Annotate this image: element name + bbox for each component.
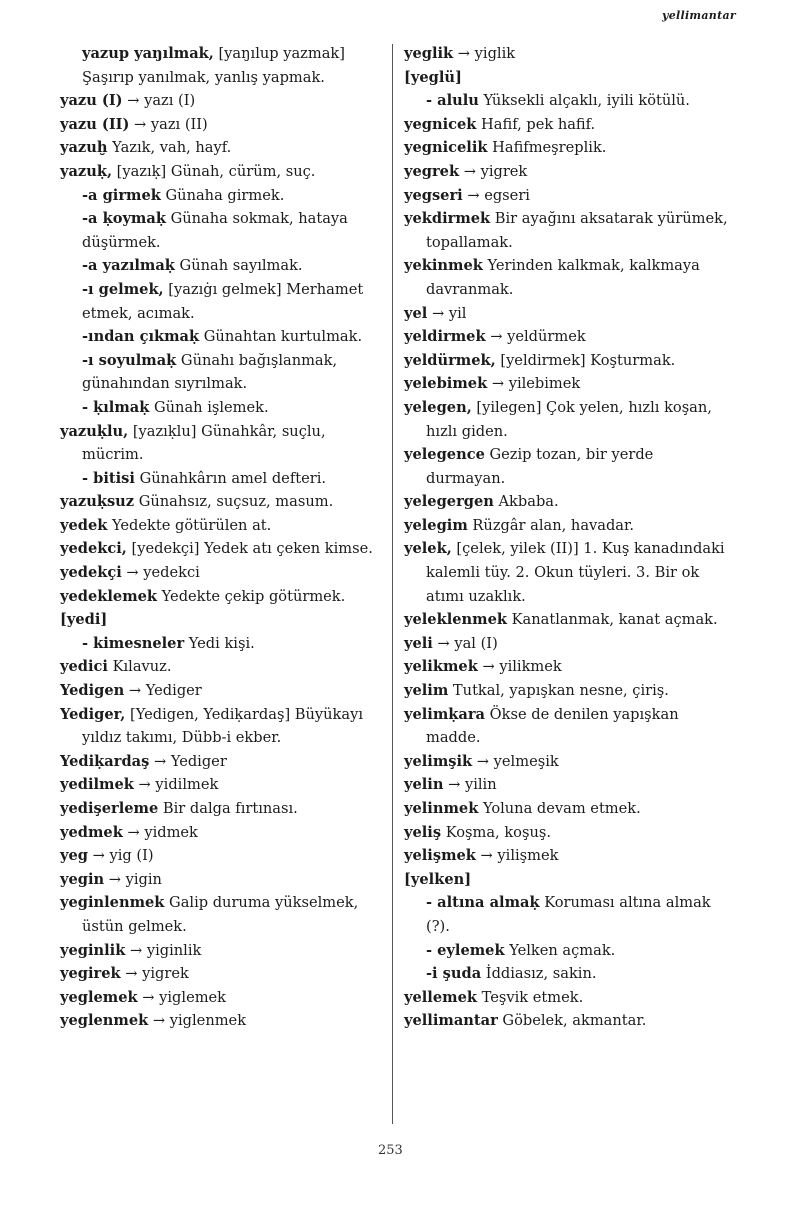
entry-definition: Tutkal, yapışkan nesne, çiriş.: [448, 682, 669, 700]
entry-definition: [yaŋılup yazmak] Şaşırıp yanılmak, yanlış yapmak.: [82, 45, 345, 86]
dictionary-entry: [60, 160, 382, 184]
entry-definition: → yidmek: [122, 823, 198, 841]
dictionary-entry: [404, 655, 728, 679]
dictionary-entry: [60, 679, 382, 703]
dictionary-entry: [60, 537, 382, 561]
dictionary-entry: [404, 490, 728, 514]
entry-headword: yedmek: [60, 823, 123, 841]
dictionary-entry: [404, 396, 728, 443]
dictionary-entry: [60, 325, 382, 349]
entry-definition: → yiglemek: [137, 988, 227, 1006]
entry-headword: [yedi]: [60, 611, 108, 629]
entry-headword: yelebimek: [404, 375, 488, 393]
entry-headword: yelişmek: [404, 847, 476, 865]
dictionary-entry: [60, 821, 382, 845]
entry-headword: yeleklenmek: [404, 611, 507, 629]
dictionary-entry: [60, 1009, 382, 1033]
entry-definition: Yoluna devam etmek.: [478, 800, 641, 817]
dictionary-entry: [60, 467, 382, 491]
dictionary-entry: [60, 608, 382, 632]
dictionary-entry: [404, 113, 728, 137]
dictionary-entry: [60, 278, 382, 325]
entry-headword: yedişerleme: [60, 800, 159, 817]
dictionary-entry: [60, 868, 382, 892]
dictionary-entry: [404, 797, 728, 821]
entry-definition: Yelken açmak.: [504, 941, 616, 959]
entry-headword: -ı soyulmaḳ: [82, 351, 177, 369]
dictionary-entry: [404, 939, 728, 963]
entry-headword: yazuḳ,: [60, 162, 113, 180]
entry-headword: yegin: [60, 870, 105, 888]
entry-headword: yazuḫ: [60, 139, 108, 157]
entry-definition: Bir ayağını aksatarak yürümek, topallamak.: [426, 210, 728, 251]
entry-headword: Yediḳardaş: [60, 752, 150, 770]
dictionary-entry: [60, 632, 382, 656]
entry-headword: yazuḳsuz: [60, 493, 135, 511]
running-head: yellimantar: [662, 9, 736, 22]
entry-definition: [yazıḳlu] Günahkâr, suçlu, mücrim.: [82, 422, 326, 464]
dictionary-entry: [404, 844, 728, 868]
dictionary-entry: [404, 1009, 728, 1033]
dictionary-entry: [60, 42, 382, 89]
entry-headword: -a girmek: [82, 186, 161, 204]
entry-headword: -a ḳoymaḳ: [82, 210, 166, 228]
entry-definition: Akbaba.: [493, 493, 559, 511]
entry-definition: → yal (I): [432, 634, 498, 652]
entry-definition: → yigrek: [459, 162, 528, 180]
dictionary-entry: [404, 160, 728, 184]
entry-definition: → yedekci: [121, 564, 200, 582]
dictionary-entry: [60, 703, 382, 750]
entry-headword: [yelken]: [404, 870, 472, 888]
entry-headword: -ı gelmek,: [82, 280, 164, 298]
entry-definition: Hafif, pek hafif.: [476, 115, 596, 133]
entry-definition: → yil: [427, 304, 467, 322]
entry-definition: Ökse de denilen yapışkan madde.: [426, 705, 679, 747]
entry-definition: Koruması altına almak (?).: [426, 894, 711, 935]
dictionary-entry: [404, 679, 728, 703]
dictionary-entry: [60, 986, 382, 1010]
entry-definition: [yazıḳ] Günah, cürüm, suç.: [112, 162, 316, 180]
dictionary-entry: [404, 986, 728, 1010]
entry-headword: - bitisi: [82, 469, 135, 487]
entry-definition: → yiginlik: [125, 941, 202, 959]
entry-definition: Günah işlemek.: [149, 398, 269, 416]
dictionary-entry: [404, 325, 728, 349]
entry-headword: yegseri: [404, 186, 463, 204]
entry-definition: → yilebimek: [487, 375, 581, 393]
entry-headword: yedekçi: [60, 564, 122, 582]
dictionary-entry: [60, 962, 382, 986]
entry-definition: Günahtan kurtulmak.: [199, 328, 363, 346]
entry-headword: yekdirmek: [404, 210, 491, 228]
entry-headword: yelikmek: [404, 658, 478, 676]
entry-headword: yelegim: [404, 516, 468, 534]
entry-definition: → yilin: [443, 776, 497, 794]
dictionary-entry: [404, 962, 728, 986]
entry-headword: yelek,: [404, 540, 452, 558]
entry-definition: → yigin: [104, 870, 162, 888]
dictionary-entry: [404, 372, 728, 396]
dictionary-entry: [404, 349, 728, 373]
entry-definition: → yiglik: [453, 45, 516, 62]
right-column: [404, 42, 728, 1033]
dictionary-entry: [404, 821, 728, 845]
entry-definition: → yilikmek: [477, 658, 562, 676]
dictionary-entry: [404, 868, 728, 892]
dictionary-entry: [404, 136, 728, 160]
dictionary-entry: [60, 254, 382, 278]
entry-headword: yeg: [60, 847, 88, 865]
entry-definition: → yazı (I): [122, 92, 196, 110]
dictionary-entry: [60, 113, 382, 137]
dictionary-entry: [404, 443, 728, 490]
entry-headword: yeli: [404, 634, 433, 652]
entry-definition: → yiglenmek: [148, 1012, 247, 1030]
dictionary-entry: [404, 254, 728, 301]
entry-headword: -ından çıkmaḳ: [82, 328, 200, 346]
dictionary-entry: [60, 490, 382, 514]
entry-headword: - altına almaḳ: [426, 894, 540, 912]
dictionary-entry: [60, 184, 382, 208]
dictionary-entry: [404, 302, 728, 326]
entry-headword: yelinmek: [404, 800, 479, 817]
entry-definition: [yedekçi] Yedek atı çeken kimse.: [126, 540, 373, 558]
entry-definition: Günahsız, suçsuz, masum.: [134, 493, 334, 511]
dictionary-entry: [60, 585, 382, 609]
entry-headword: yazu (I): [60, 92, 123, 110]
entry-definition: Kılavuz.: [107, 658, 172, 676]
entry-headword: yelimḳara: [404, 705, 486, 723]
entry-headword: yelin: [404, 776, 444, 794]
dictionary-entry: [60, 89, 382, 113]
entry-definition: [çelek, yilek (II)] 1. Kuş kanadındaki kalemli tüy. 2. Okun tüyleri. 3. Bir ok atımı uzaklık.: [426, 540, 725, 605]
entry-definition: Gezip tozan, bir yerde durmayan.: [426, 446, 654, 487]
entry-headword: yazup yaŋılmak,: [82, 45, 214, 62]
entry-definition: İddiasız, sakin.: [481, 965, 597, 983]
page-number: 253: [378, 1143, 403, 1158]
entry-headword: - ḳılmaḳ: [82, 398, 150, 416]
entry-headword: yeldürmek,: [404, 351, 496, 369]
entry-definition: [yazıġı gelmek] Merhamet etmek, acımak.: [82, 280, 364, 322]
entry-headword: yegrek: [404, 162, 460, 180]
entry-definition: Yüksekli alçaklı, iyili kötülü.: [478, 92, 690, 110]
dictionary-entry: [60, 891, 382, 938]
entry-definition: [yeldirmek] Koşturmak.: [495, 351, 676, 369]
dictionary-entry: [60, 797, 382, 821]
entry-definition: → yeldürmek: [485, 328, 586, 346]
entry-definition: → Yediger: [124, 682, 202, 700]
column-divider: [392, 44, 393, 1124]
dictionary-entry: [60, 396, 382, 420]
entry-definition: Günaha girmek.: [160, 186, 285, 204]
entry-headword: yelegen,: [404, 398, 472, 416]
entry-definition: [Yedigen, Yediḳardaş] Büyükayı yıldız takımı, Dübb-i ekber.: [82, 705, 364, 747]
entry-definition: Günah sayılmak.: [174, 257, 303, 275]
entry-headword: yekinmek: [404, 257, 483, 275]
dictionary-entry: [404, 89, 728, 113]
dictionary-entry: [404, 184, 728, 208]
entry-definition: Yedekte götürülen at.: [107, 516, 272, 534]
entry-headword: yedekci,: [60, 540, 127, 558]
dictionary-entry: [60, 136, 382, 160]
dictionary-entry: [60, 750, 382, 774]
entry-definition: → yazı (II): [129, 115, 208, 133]
entry-definition: Yedekte çekip götürmek.: [157, 587, 346, 605]
entry-headword: yeglik: [404, 45, 454, 62]
entry-definition: Galip duruma yükselmek, üstün gelmek.: [82, 894, 359, 935]
dictionary-entry: [60, 655, 382, 679]
entry-headword: - kimesneler: [82, 634, 185, 652]
entry-definition: Teşvik etmek.: [476, 988, 584, 1006]
entry-definition: Günahkârın amel defteri.: [134, 469, 327, 487]
entry-definition: Bir dalga fırtınası.: [158, 800, 298, 817]
entry-headword: yazu (II): [60, 115, 130, 133]
entry-headword: yeglenmek: [60, 1012, 149, 1030]
entry-definition: → yig (I): [87, 847, 154, 865]
dictionary-entry: [404, 66, 728, 90]
entry-headword: yelimşik: [404, 752, 473, 770]
entry-headword: yeliş: [404, 823, 442, 841]
entry-definition: Yedi kişi.: [184, 634, 255, 652]
entry-definition: Koşma, koşuş.: [441, 823, 551, 841]
entry-headword: yedeklemek: [60, 587, 158, 605]
entry-headword: yeldirmek: [404, 328, 486, 346]
dictionary-entry: [60, 939, 382, 963]
entry-headword: yelegergen: [404, 493, 494, 511]
entry-definition: Yerinden kalkmak, kalkmaya davranmak.: [426, 257, 700, 298]
dictionary-entry: [60, 561, 382, 585]
dictionary-entry: [60, 514, 382, 538]
entry-headword: yeginlenmek: [60, 894, 165, 912]
entry-definition: Göbelek, akmantar.: [497, 1012, 647, 1030]
entry-definition: Kanatlanmak, kanat açmak.: [506, 611, 718, 629]
entry-definition: → yilişmek: [475, 847, 559, 865]
entry-definition: Yazık, vah, hayf.: [107, 139, 232, 157]
entry-definition: Günaha sokmak, hataya düşürmek.: [82, 210, 348, 251]
entry-definition: → yelmeşik: [472, 752, 559, 770]
entry-headword: Yediger,: [60, 705, 126, 723]
dictionary-entry: [404, 608, 728, 632]
entry-definition: → yidilmek: [133, 776, 219, 794]
dictionary-entry: [60, 207, 382, 254]
entry-definition: → yigrek: [120, 965, 189, 983]
entry-headword: - alulu: [426, 92, 479, 110]
entry-headword: yellemek: [404, 988, 477, 1006]
entry-headword: yedici: [60, 658, 108, 676]
entry-headword: yeginlik: [60, 941, 126, 959]
entry-definition: Hafifmeşreplik.: [487, 139, 607, 157]
entry-headword: yazuḳlu,: [60, 422, 129, 440]
entry-headword: [yeglü]: [404, 68, 462, 86]
dictionary-entry: [404, 207, 728, 254]
entry-headword: yelegence: [404, 446, 485, 464]
entry-headword: -i şuda: [426, 965, 482, 983]
dictionary-entry: [404, 632, 728, 656]
dictionary-entry: [404, 891, 728, 938]
entry-headword: yegnicek: [404, 115, 477, 133]
dictionary-entry: [60, 420, 382, 467]
entry-headword: yegnicelik: [404, 139, 488, 157]
left-column: [60, 42, 382, 1033]
dictionary-entry: [404, 773, 728, 797]
dictionary-entry: [404, 703, 728, 750]
dictionary-entry: [404, 514, 728, 538]
entry-headword: yel: [404, 304, 428, 322]
entry-headword: yellimantar: [404, 1012, 498, 1030]
dictionary-entry: [404, 42, 728, 66]
entry-definition: → egseri: [462, 186, 530, 204]
entry-headword: yegirek: [60, 965, 121, 983]
entry-headword: yedek: [60, 516, 108, 534]
entry-headword: yeglemek: [60, 988, 138, 1006]
entry-definition: → Yediger: [149, 752, 227, 770]
entry-headword: yedilmek: [60, 776, 134, 794]
entry-headword: -a yazılmaḳ: [82, 257, 175, 275]
entry-definition: Günahı bağışlanmak, günahından sıyrılmak.: [82, 351, 338, 393]
entry-headword: - eylemek: [426, 941, 505, 959]
entry-definition: [yilegen] Çok yelen, hızlı koşan, hızlı giden.: [426, 398, 712, 440]
dictionary-entry: [60, 349, 382, 396]
dictionary-entry: [404, 750, 728, 774]
entry-definition: Rüzgâr alan, havadar.: [467, 516, 635, 534]
entry-headword: yelim: [404, 682, 449, 700]
entry-headword: Yedigen: [60, 682, 125, 700]
dictionary-entry: [404, 537, 728, 608]
dictionary-entry: [60, 773, 382, 797]
dictionary-entry: [60, 844, 382, 868]
